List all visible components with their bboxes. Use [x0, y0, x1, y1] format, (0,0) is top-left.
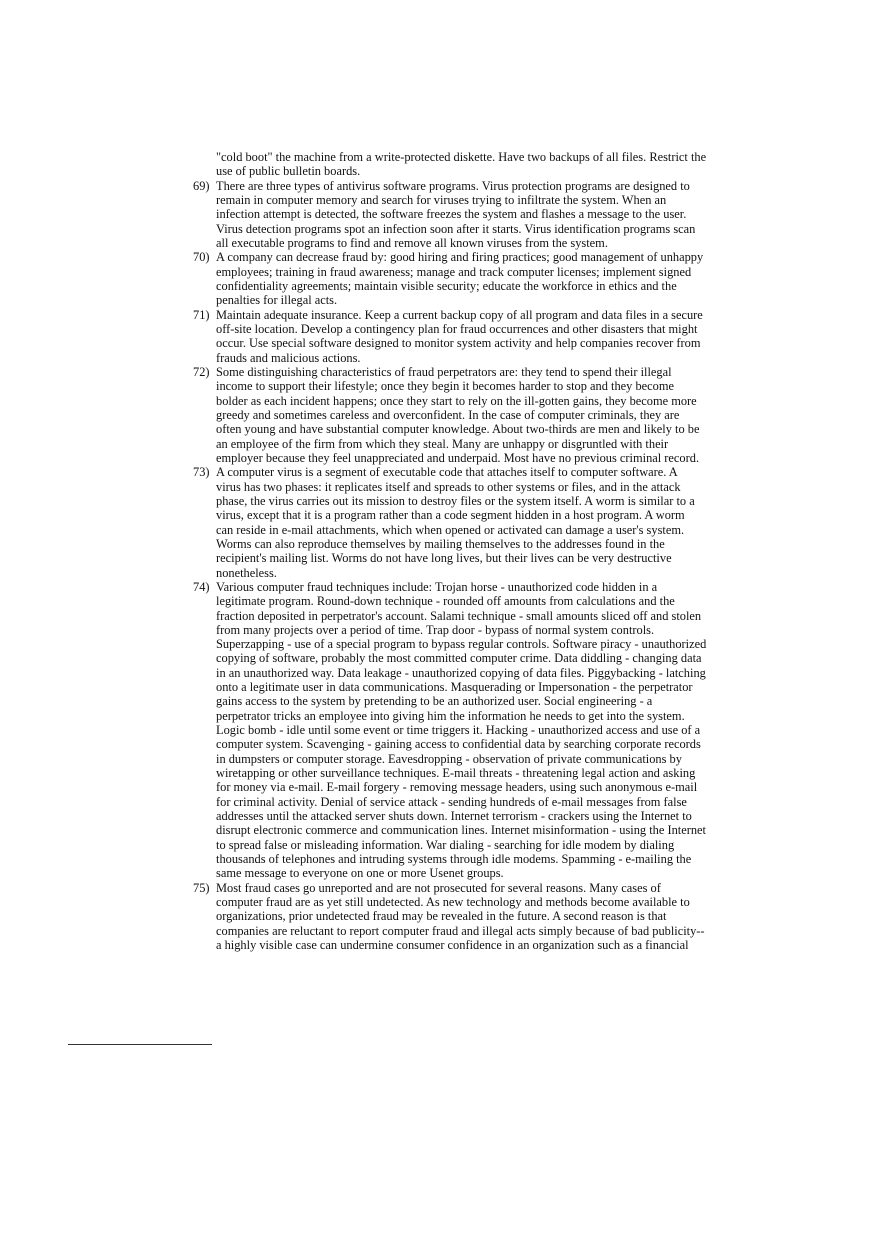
text-line: Logic bomb - idle until some event or time triggers it. Hacking - unauthorized access and use of a [216, 723, 701, 738]
numbered-answer-71 [193, 308, 713, 365]
text-line: confidentiality agreements; maintain visible security; educate the workforce in ethics and the [216, 278, 677, 293]
text-line: addresses until the attacked server shuts down. Internet terrorism - crackers using the Internet to [216, 809, 692, 824]
text-line: legitimate program. Round-down technique - rounded off amounts from calculations and the [216, 594, 675, 609]
text-line: computer fraud are as yet still undetected. As new technology and methods become available to [216, 895, 690, 910]
text-line: phase, the virus carries out its mission to destroy files or the system itself. A worm is similar to a [216, 493, 695, 508]
numbered-answer-69 [193, 179, 713, 251]
numbered-answer-74 [193, 580, 713, 881]
item-number: 74) [193, 579, 210, 594]
item-number: 71) [193, 307, 210, 322]
text-line: to spread false or misleading information. War dialing - searching for idle modem by dialing [216, 837, 675, 852]
text-line: infection attempt is detected, the software freezes the system and flashes a message to the user. [216, 207, 687, 222]
text-line: occur. Use special software designed to monitor system activity and help companies recover from [216, 336, 701, 351]
text-line: bolder as each incident happens; once they start to rely on the ill-gotten gains, they become more [216, 393, 697, 408]
text-line: companies are reluctant to report computer fraud and illegal acts simply because of bad publicity-- [216, 923, 705, 938]
text-line: computer system. Scavenging - gaining access to confidential data by searching corporate records [216, 737, 701, 752]
text-line: wiretapping or other surveillance techniques. E-mail threats - threatening legal action and asking [216, 766, 696, 781]
item-number: 73) [193, 465, 210, 480]
text-line: Most fraud cases go unreported and are not prosecuted for several reasons. Many cases of [216, 880, 661, 895]
text-line: There are three types of antivirus software programs. Virus protection programs are designed to [216, 178, 690, 193]
text-line: for money via e-mail. E-mail forgery - removing message headers, using such anonymous e-mail [216, 780, 698, 795]
item-number: 69) [193, 178, 210, 193]
text-line: an employee of the firm from which they steal. Many are unhappy or disgruntled with their [216, 436, 669, 451]
item-number: 70) [193, 250, 210, 265]
text-line: Virus detection programs spot an infection soon after it starts. Virus identification programs scan [216, 221, 696, 236]
text-line: a highly visible case can undermine consumer confidence in an organization such as a financial [216, 938, 689, 953]
text-line: employer because they feel unappreciated and underpaid. Most have no previous criminal record. [216, 450, 700, 465]
continuation-paragraph [193, 150, 713, 179]
text-line: all executable programs to find and remove all known viruses from the system. [216, 235, 608, 250]
text-line: income to support their lifestyle; once they begin it becomes harder to stop and they become [216, 379, 674, 394]
text-line: gains access to the system by pretending to be an authorized user. Social engineering - a [216, 694, 653, 709]
text-line: perpetrator tricks an employee into giving him the information he needs to get into the system. [216, 708, 685, 723]
text-line: Superzapping - use of a special program to bypass regular controls. Software piracy - unauthorized [216, 637, 707, 652]
text-line: frauds and malicious actions. [216, 350, 361, 365]
numbered-answer-70 [193, 250, 713, 307]
text-line: fraction deposited in perpetrator's account. Salami technique - small amounts sliced off and stolen [216, 608, 702, 623]
text-line: virus has two phases: it replicates itself and spreads to other systems or files, and in the attack [216, 479, 681, 494]
text-line: A company can decrease fraud by: good hiring and firing practices; good management of unhappy [216, 250, 704, 265]
text-line: from many projects over a period of time. Trap door - bypass of normal system controls. [216, 622, 655, 637]
text-line: recipient's mailing list. Worms do not have long lives, but their lives can be very destructive [216, 551, 672, 566]
text-line: Worms can also reproduce themselves by mailing themselves to the addresses found in the [216, 536, 665, 551]
text-line: in an unauthorized way. Data leakage - unauthorized copying of data files. Piggybacking - latching [216, 665, 706, 680]
text-line: off-site location. Develop a contingency plan for fraud occurrences and other disasters that might [216, 321, 698, 336]
item-number: 75) [193, 880, 210, 895]
numbered-answer-72 [193, 365, 713, 465]
text-line: disrupt electronic commerce and communication lines. Internet misinformation - using the Internet [216, 823, 706, 838]
text-line: thousands of telephones and intruding systems through idle modems. Spamming - e-mailing the [216, 852, 692, 867]
text-line: remain in computer memory and search for viruses trying to infiltrate the system. When an [216, 192, 667, 207]
text-line: copying of software, probably the most committed computer crime. Data diddling - changing data [216, 651, 702, 666]
text-line: employees; training in fraud awareness; manage and track computer licenses; implement signed [216, 264, 692, 279]
text-line: for criminal activity. Denial of service attack - sending hundreds of e-mail messages from false [216, 794, 687, 809]
text-line: often young and have substantial computer knowledge. About two-thirds are men and likely to be [216, 422, 700, 437]
text-line: greedy and sometimes careless and overconfident. In the case of computer criminals, they are [216, 407, 680, 422]
text-line: organizations, prior undetected fraud may be revealed in the future. A second reason is that [216, 909, 667, 924]
text-line: "cold boot" the machine from a write-protected diskette. Have two backups of all files. Restrict the [216, 150, 707, 164]
numbered-answer-75 [193, 881, 713, 953]
numbered-answer-73 [193, 465, 713, 580]
text-line: penalties for illegal acts. [216, 293, 338, 308]
text-line: nonetheless. [216, 565, 277, 580]
item-number: 72) [193, 364, 210, 379]
text-line: Some distinguishing characteristics of fraud perpetrators are: they tend to spend their illegal [216, 364, 672, 379]
text-line: Maintain adequate insurance. Keep a current backup copy of all program and data files in a secure [216, 307, 703, 322]
document-body [193, 150, 713, 952]
text-line: onto a legitimate user in data communications. Masquerading or Impersonation - the perpetrator [216, 680, 693, 695]
text-line: Various computer fraud techniques include: Trojan horse - unauthorized code hidden in a [216, 579, 658, 594]
footnote-separator [68, 1044, 212, 1045]
text-line: use of public bulletin boards. [216, 164, 361, 179]
text-line: can reside in e-mail attachments, which when opened or activated can damage a user's system. [216, 522, 685, 537]
text-line: in dumpsters or computer storage. Eavesdropping - observation of private communications by [216, 751, 682, 766]
text-line: A computer virus is a segment of executable code that attaches itself to computer software. A [216, 465, 678, 480]
text-line: virus, except that it is a program rather than a code segment hidden in a host program. A worm [216, 508, 685, 523]
text-line: same message to everyone on one or more Usenet groups. [216, 866, 504, 881]
